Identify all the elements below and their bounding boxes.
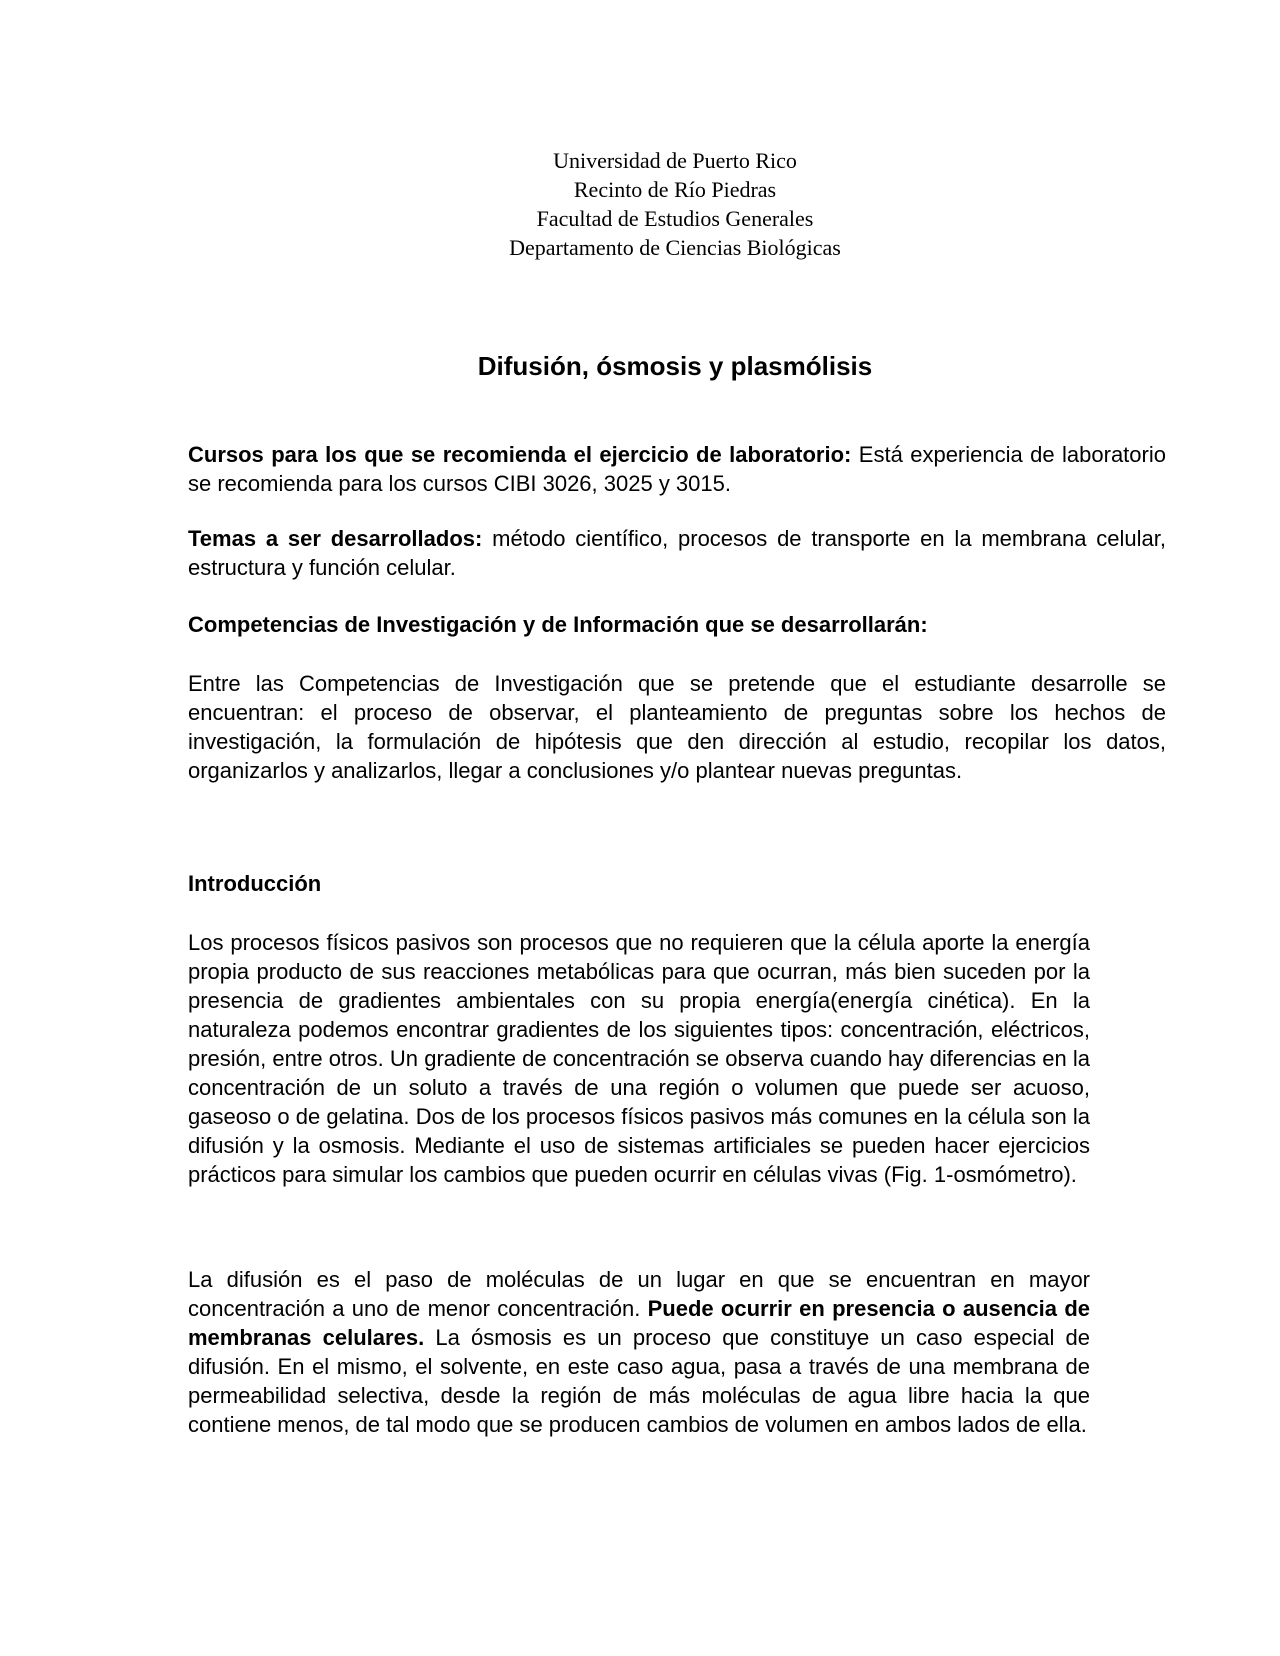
competencias-heading: Competencias de Investigación y de Información que se desarrollarán: <box>188 612 928 637</box>
introduccion-paragraph-2 <box>188 1265 1090 1439</box>
university-name: Universidad de Puerto Rico <box>553 148 797 173</box>
cursos-label: Cursos para los que se recomienda el ejercicio de laboratorio: <box>188 442 852 467</box>
faculty-name: Facultad de Estudios Generales <box>536 206 814 231</box>
institution-header <box>0 146 1280 262</box>
department-name: Departamento de Ciencias Biológicas <box>509 235 841 260</box>
temas-label: Temas a ser desarrollados: <box>188 526 483 551</box>
difusion-bold-text: Puede ocurrir en presencia o ausencia de membranas celulares. <box>188 1296 1090 1350</box>
difusion-text: La difusión es el paso de moléculas de un lugar en que se encuentran en mayor concentración a uno de menor concentración. <box>188 1267 1090 1321</box>
document-title: Difusión, ósmosis y plasmólisis <box>477 351 873 381</box>
introduccion-paragraph-1: Los procesos físicos pasivos son procesos que no requieren que la célula aporte la energía propia producto de sus reacciones metabólicas para que ocurran, más bien suceden por la presencia de gradientes ambientales con su propia energía(energía cinética). En la naturaleza podemos encontrar gradientes de los siguientes tipos: concentración, eléctricos, presión, entre otros. Un gradiente de concentración se observa cuando hay diferencias en la concentración de un soluto a través de una región o volumen que puede ser acuoso, gaseoso o de gelatina. Dos de los procesos físicos pasivos más comunes en la célula son la difusión y la osmosis. Mediante el uso de sistemas artificiales se pueden hacer ejercicios prácticos para simular los cambios que pueden ocurrir en células vivas (Fig. 1-osmómetro). <box>188 930 1090 1187</box>
cursos-paragraph <box>188 440 1166 498</box>
introduccion-heading: Introducción <box>188 871 322 896</box>
campus-name: Recinto de Río Piedras <box>573 177 777 202</box>
temas-paragraph <box>188 524 1166 582</box>
temas-text: método científico, procesos de transporte en la membrana celular, estructura y función celular. <box>188 526 1166 580</box>
competencias-paragraph: Entre las Competencias de Investigación que se pretende que el estudiante desarrolle se encuentran: el proceso de observar, el planteamiento de preguntas sobre los hechos de investigación, la formulación de hipótesis que den dirección al estudio, recopilar los datos, organizarlos y analizarlos, llegar a conclusiones y/o plantear nuevas preguntas. <box>188 671 1166 783</box>
osmosis-text: La ósmosis es un proceso que constituye un caso especial de difusión. En el mismo, el solvente, en este caso agua, pasa a través de una membrana de permeabilidad selectiva, desde la región de más moléculas de agua libre hacia la que contiene menos, de tal modo que se producen cambios de volumen en ambos lados de ella. <box>188 1325 1090 1437</box>
cursos-text: Está experiencia de laboratorio se recomienda para los cursos CIBI 3026, 3025 y 3015. <box>188 442 1166 496</box>
